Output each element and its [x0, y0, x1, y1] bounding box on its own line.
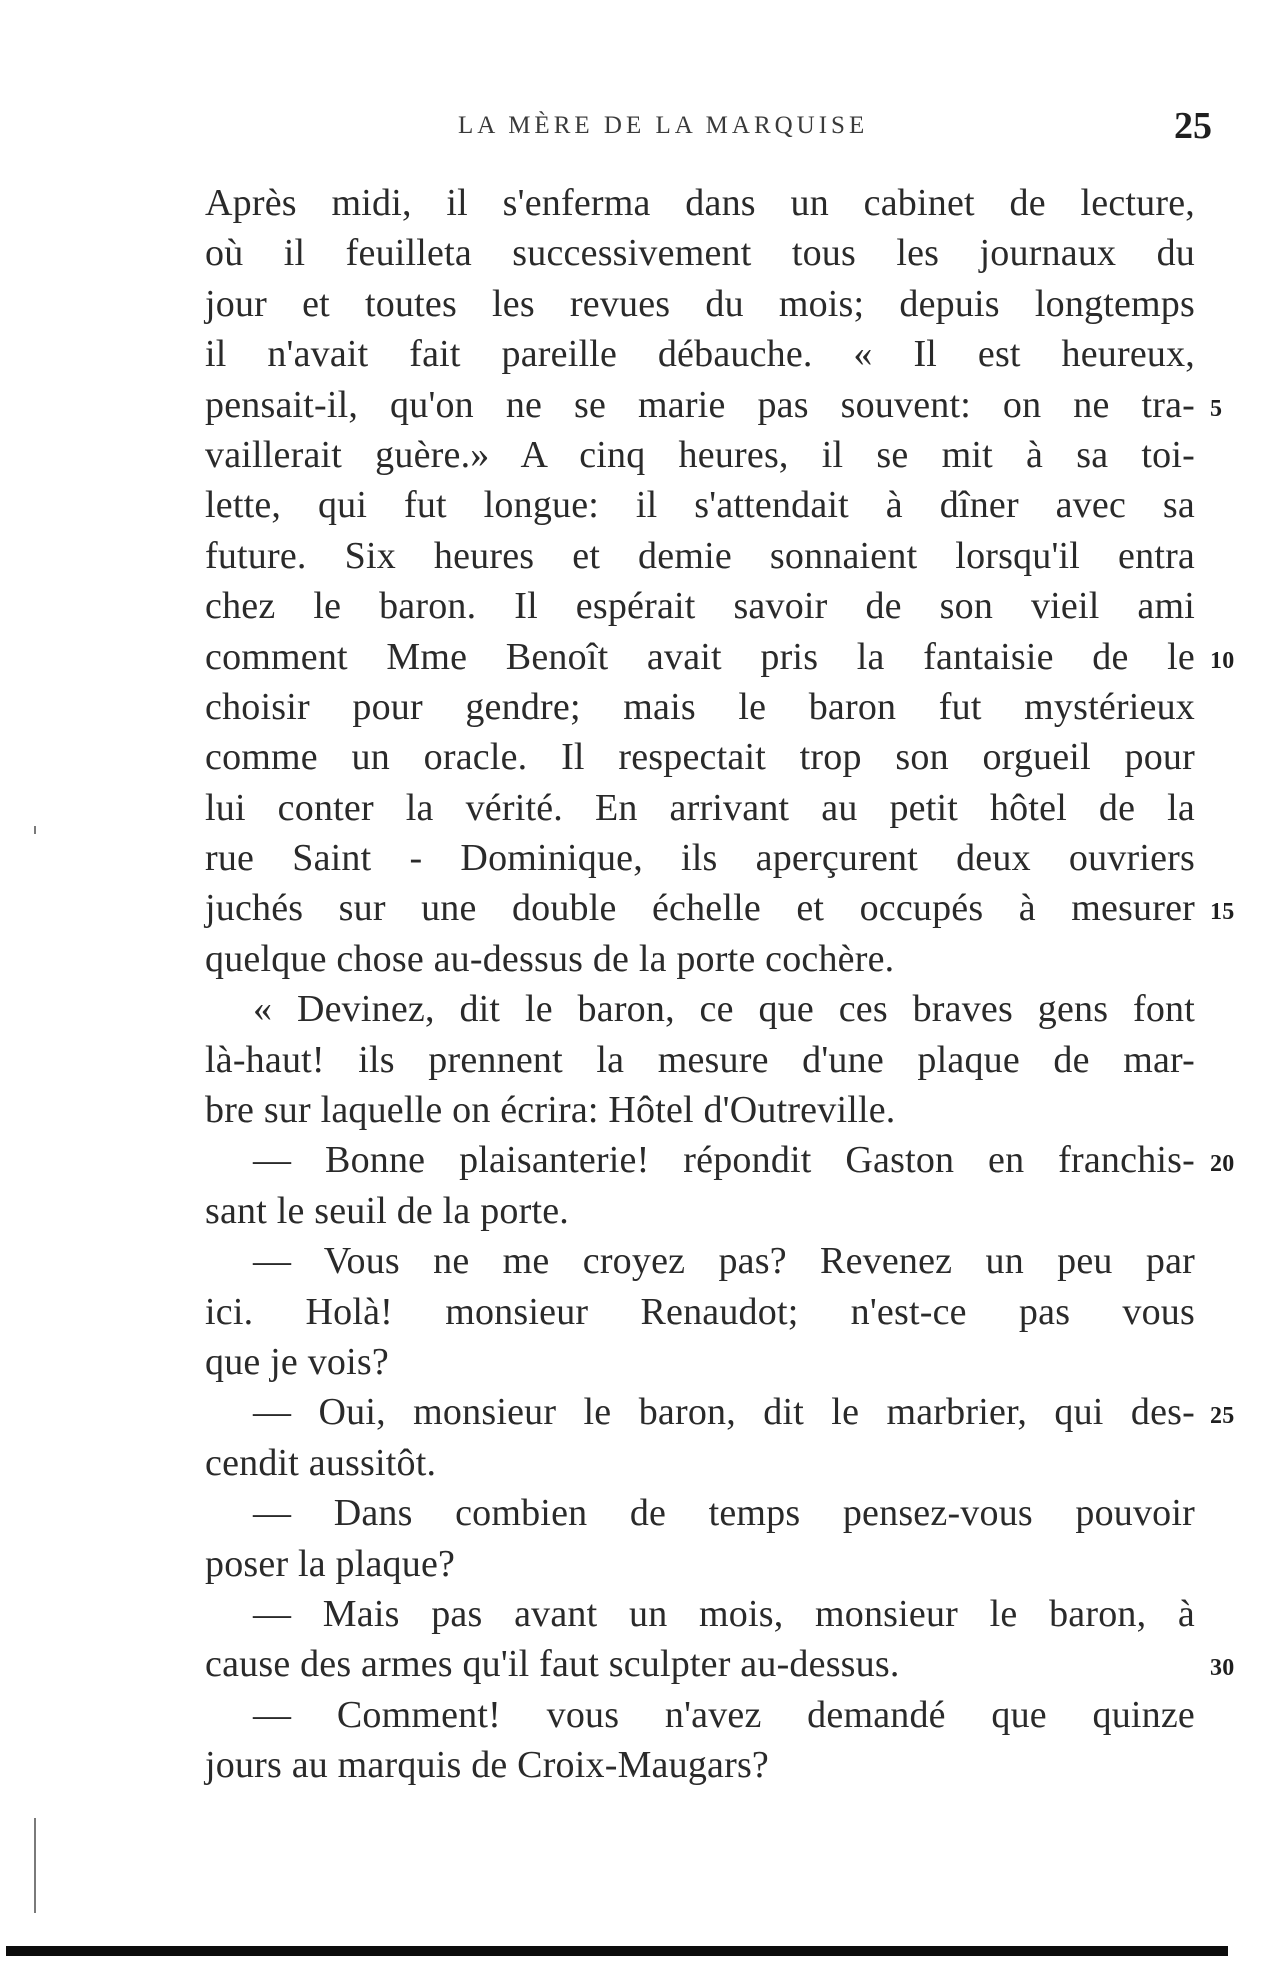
- text-line: [205, 1236, 1195, 1286]
- text-line: [205, 1740, 1195, 1790]
- text-line: [205, 1488, 1195, 1538]
- text-line: [205, 531, 1195, 581]
- line-text: où il feuilleta successivement tous les journaux du: [205, 232, 1195, 275]
- text-line: [205, 1287, 1195, 1337]
- text-line: [205, 430, 1195, 480]
- text-line: [205, 783, 1195, 833]
- text-line: [205, 380, 1223, 430]
- text-line: [205, 833, 1195, 883]
- line-number: 25: [1210, 1403, 1235, 1430]
- text-line: [205, 279, 1195, 329]
- text-line: [205, 1589, 1195, 1639]
- page-number: 25: [1174, 105, 1212, 147]
- text-line: [205, 1539, 1195, 1589]
- text-line: [205, 1387, 1235, 1437]
- text-line: [205, 1135, 1235, 1185]
- text-line: [205, 732, 1195, 782]
- line-text: — Bonne plaisanterie! répondit Gaston en franchis-: [253, 1139, 1195, 1182]
- line-text: quelque chose au-dessus de la porte cochère.: [205, 937, 895, 980]
- line-text: — Comment! vous n'avez demandé que quinze: [253, 1693, 1195, 1736]
- margin-mark: [34, 1818, 36, 1913]
- line-text: vaillerait guère.» A cinq heures, il se mit à sa toi-: [205, 433, 1195, 476]
- text-line: [205, 329, 1195, 379]
- line-text: choisir pour gendre; mais le baron fut mystérieux: [205, 685, 1195, 728]
- text-line: [205, 934, 1195, 984]
- line-text: cendit aussitôt.: [205, 1441, 437, 1484]
- line-text: — Vous ne me croyez pas? Revenez un peu par: [253, 1240, 1195, 1283]
- text-line: [205, 984, 1195, 1034]
- line-text: lette, qui fut longue: il s'attendait à dîner avec sa: [205, 484, 1195, 527]
- line-text: bre sur laquelle on écrira: Hôtel d'Outreville.: [205, 1089, 896, 1132]
- line-text: — Oui, monsieur le baron, dit le marbrier, qui des-: [253, 1391, 1195, 1434]
- line-text: Après midi, il s'enferma dans un cabinet de lecture,: [205, 182, 1195, 224]
- line-text: poser la plaque?: [205, 1542, 456, 1585]
- running-title: LA MÈRE DE LA MARQUISE: [458, 112, 869, 139]
- line-text: que je vois?: [205, 1340, 389, 1383]
- text-line: [205, 1690, 1195, 1740]
- line-text: chez le baron. Il espérait savoir de son vieil ami: [205, 585, 1195, 628]
- line-text: comme un oracle. Il respectait trop son orgueil pour: [205, 736, 1195, 779]
- line-text: — Dans combien de temps pensez-vous pouvoir: [253, 1492, 1195, 1535]
- line-number: 15: [1210, 899, 1235, 926]
- text-line: [205, 682, 1195, 732]
- line-text: jour et toutes les revues du mois; depuis longtemps: [205, 282, 1195, 325]
- line-text: ici. Holà! monsieur Renaudot; n'est-ce pas vous: [205, 1290, 1195, 1333]
- line-text: juchés sur une double échelle et occupés à mesurer: [205, 887, 1195, 930]
- line-text: — Mais pas avant un mois, monsieur le baron, à: [253, 1592, 1195, 1635]
- text-line: [205, 480, 1195, 530]
- line-number: 10: [1210, 647, 1235, 674]
- text-line: [205, 1438, 1195, 1488]
- text-line: [205, 228, 1195, 278]
- bottom-rule: [6, 1946, 1228, 1956]
- text-line: [205, 632, 1235, 682]
- line-text: rue Saint - Dominique, ils aperçurent deux ouvriers: [205, 837, 1195, 880]
- text-line: [205, 883, 1235, 933]
- text-line: [205, 581, 1195, 631]
- text-line: [205, 1337, 1195, 1387]
- text-line: [205, 1639, 1235, 1689]
- text-line: [205, 1186, 1195, 1236]
- text-line: [205, 178, 1195, 228]
- line-number: 30: [1210, 1655, 1235, 1682]
- line-text: là-haut! ils prennent la mesure d'une plaque de mar-: [205, 1038, 1195, 1081]
- line-text: future. Six heures et demie sonnaient lorsqu'il entra: [205, 534, 1195, 577]
- line-number: 20: [1210, 1151, 1235, 1178]
- line-text: « Devinez, dit le baron, ce que ces braves gens font: [253, 988, 1195, 1031]
- body-text: [205, 178, 1235, 1791]
- line-text: cause des armes qu'il faut sculpter au-dessus.: [205, 1643, 900, 1686]
- line-text: comment Mme Benoît avait pris la fantaisie de le: [205, 635, 1195, 678]
- text-line: [205, 1035, 1195, 1085]
- line-number: 5: [1210, 395, 1223, 422]
- text-line: [205, 1085, 1195, 1135]
- line-text: sant le seuil de la porte.: [205, 1189, 569, 1232]
- line-text: il n'avait fait pareille débauche. « Il est heureux,: [205, 333, 1195, 376]
- margin-mark: [34, 826, 36, 834]
- line-text: pensait-il, qu'on ne se marie pas souvent: on ne tra-: [205, 383, 1195, 426]
- line-text: jours au marquis de Croix-Maugars?: [205, 1744, 769, 1787]
- line-text: lui conter la vérité. En arrivant au petit hôtel de la: [205, 786, 1195, 829]
